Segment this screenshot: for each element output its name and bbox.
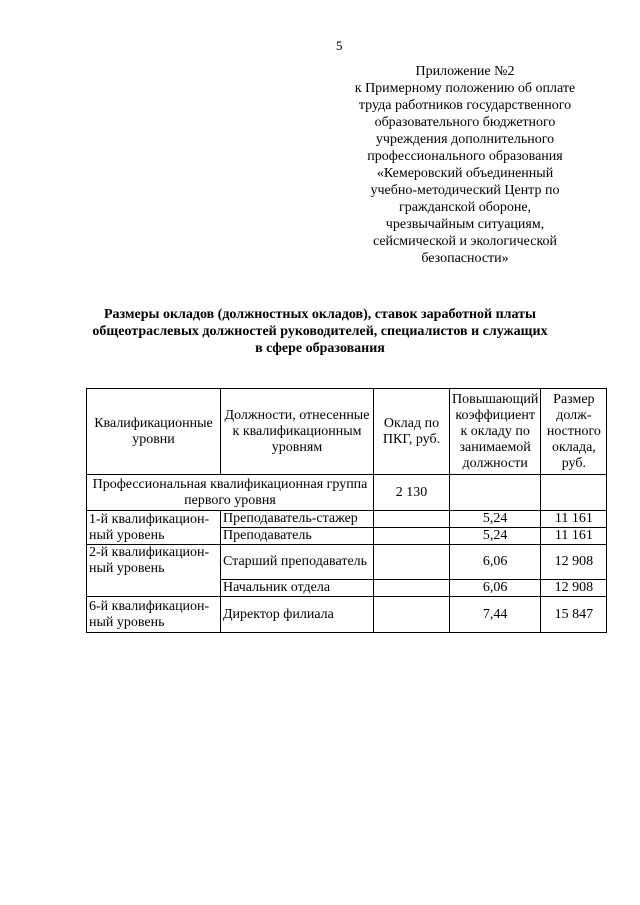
appendix-line: гражданской обороне, xyxy=(398,200,532,215)
position-cell: Старший преподаватель xyxy=(221,545,374,580)
title-line: общеотраслевых должностей руководителей, специалистов и служащих xyxy=(92,324,548,339)
coefficient-cell: 7,44 xyxy=(450,597,541,633)
empty-cell xyxy=(541,475,607,511)
group-row xyxy=(87,475,607,511)
header-salary-pkg: Оклад по ПКГ, руб. xyxy=(374,389,450,475)
coefficient-cell: 6,06 xyxy=(450,580,541,597)
page-number: 5 xyxy=(336,38,343,53)
salary-cell: 11 161 xyxy=(541,511,607,528)
document-title xyxy=(60,306,580,357)
table-row xyxy=(87,597,607,633)
appendix-line: труда работников государственного xyxy=(358,98,572,113)
level-label: 1-й квалификацион-ный уровень xyxy=(87,511,221,545)
table-header-row xyxy=(87,389,607,475)
title-line: в сфере образования xyxy=(255,341,385,356)
empty-cell xyxy=(374,580,450,597)
empty-cell xyxy=(374,545,450,580)
coefficient-cell: 5,24 xyxy=(450,528,541,545)
appendix-header xyxy=(330,63,600,267)
position-cell: Директор филиала xyxy=(221,597,374,633)
appendix-line: к Примерному положению об оплате xyxy=(354,81,576,96)
appendix-line: Приложение №2 xyxy=(415,64,515,79)
empty-cell xyxy=(450,475,541,511)
table-row xyxy=(87,545,607,580)
empty-cell xyxy=(374,597,450,633)
level-label: 6-й квалификацион-ный уровень xyxy=(87,597,221,633)
appendix-line: профессионального образования xyxy=(367,149,563,164)
salary-cell: 11 161 xyxy=(541,528,607,545)
header-coefficient: Повышающий коэффициент к окладу по занимаемой должности xyxy=(450,389,541,475)
empty-cell xyxy=(374,528,450,545)
salary-cell: 12 908 xyxy=(541,545,607,580)
group-salary: 2 130 xyxy=(374,475,450,511)
appendix-line: учреждения дополнительного xyxy=(375,132,555,147)
header-position: Должности, отнесенные к квалификационным уровням xyxy=(221,389,374,475)
group-label: Профессиональная квалификационная группа первого уровня xyxy=(87,475,374,511)
appendix-line: безопасности» xyxy=(421,251,509,266)
salary-cell: 12 908 xyxy=(541,580,607,597)
position-cell: Преподаватель-стажер xyxy=(221,511,374,528)
header-salary-size: Размер долж-ностного оклада, руб. xyxy=(541,389,607,475)
appendix-line: учебно-методический Центр по xyxy=(370,183,560,198)
coefficient-cell: 5,24 xyxy=(450,511,541,528)
title-line: Размеры окладов (должностных окладов), ставок заработной платы xyxy=(104,307,536,322)
table-row xyxy=(87,511,607,528)
level-label: 2-й квалификацион-ный уровень xyxy=(87,545,221,597)
position-cell: Начальник отдела xyxy=(221,580,374,597)
empty-cell xyxy=(374,511,450,528)
appendix-line: чрезвычайным ситуациям, xyxy=(385,217,545,232)
header-level: Квалификационные уровни xyxy=(87,389,221,475)
position-cell: Преподаватель xyxy=(221,528,374,545)
salary-table xyxy=(86,388,607,633)
salary-cell: 15 847 xyxy=(541,597,607,633)
coefficient-cell: 6,06 xyxy=(450,545,541,580)
appendix-line: «Кемеровский объединенный xyxy=(376,166,554,181)
appendix-line: образовательного бюджетного xyxy=(374,115,556,130)
appendix-line: сейсмической и экологической xyxy=(372,234,558,249)
